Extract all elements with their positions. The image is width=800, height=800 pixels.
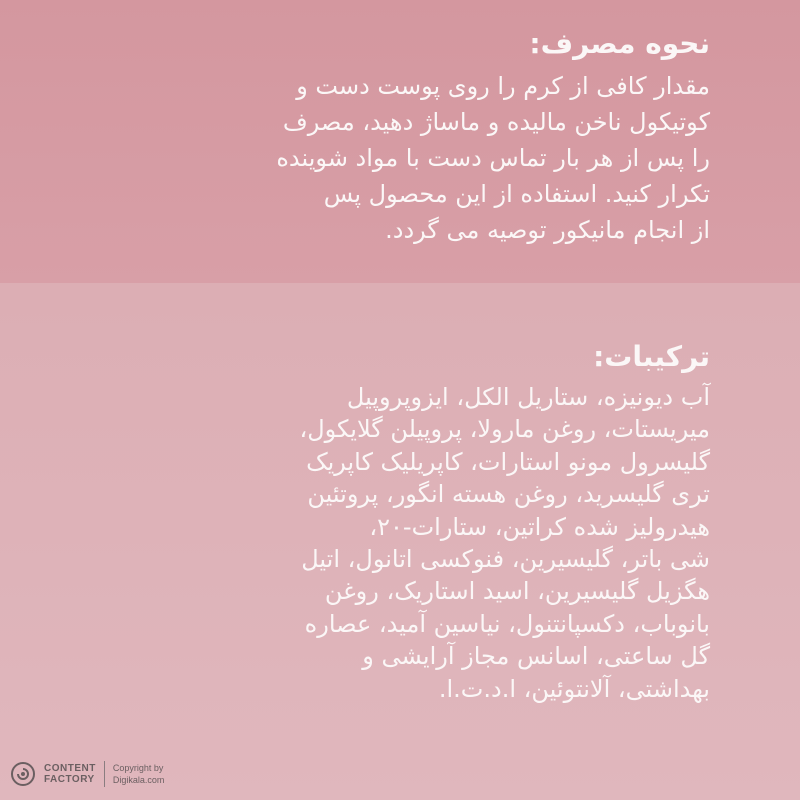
usage-line: تکرار کنید. استفاده از این محصول پس [323,180,710,208]
watermark [10,758,164,790]
ingredients-heading: ترکیبات: [593,340,710,373]
ingredients-line: تری گلیسرید، روغن هسته انگور، پروتئین [307,480,710,509]
content-factory-logo-icon [10,761,36,787]
ingredients-line: هیدرولیز شده کراتین، ستارات-۲۰، [369,512,710,541]
usage-line: از انجام مانیکور توصیه می گردد. [385,216,710,244]
ingredients-line: بانوباب، دکسپانتنول، نیاسین آمید، عصاره [304,609,710,638]
watermark-copyright [113,762,165,786]
usage-line: مقدار کافی از کرم را روی پوست دست و [296,72,710,100]
usage-section [70,22,710,248]
ingredients-line: شی باتر، گلیسیرین، فنوکسی اتانول، اتیل [301,545,710,574]
watermark-brand-line: FACTORY [44,774,95,785]
watermark-copyright-line: Digikala.com [112,775,165,785]
watermark-divider [104,761,105,787]
ingredients-line: میریستات، روغن مارولا، پروپیلن گلایکول، [299,415,710,444]
ingredients-line: هگزیل گلیسیرین، اسید استاریک، روغن [324,577,710,606]
ingredients-section [70,335,710,705]
usage-heading: نحوه مصرف: [529,27,710,60]
ingredients-line: بهداشتی، آلانتوئین، ا.د.ت.ا. [438,674,710,703]
watermark-copyright-line: Copyright by [112,763,164,773]
usage-line: کوتیکول ناخن مالیده و ماساژ دهید، مصرف [282,108,710,136]
usage-line: را پس از هر بار تماس دست با مواد شوینده [276,144,710,172]
ingredients-line: گل ساعتی، اسانس مجاز آرایشی و [362,642,710,671]
ingredients-line: گلیسرول مونو استارات، کاپریلیک کاپریک [306,447,710,476]
ingredients-line: آب دیونیزه، ستاریل الکل، ایزوپروپیل [346,383,710,411]
watermark-brand [44,763,96,785]
watermark-brand-line: CONTENT [44,763,96,774]
